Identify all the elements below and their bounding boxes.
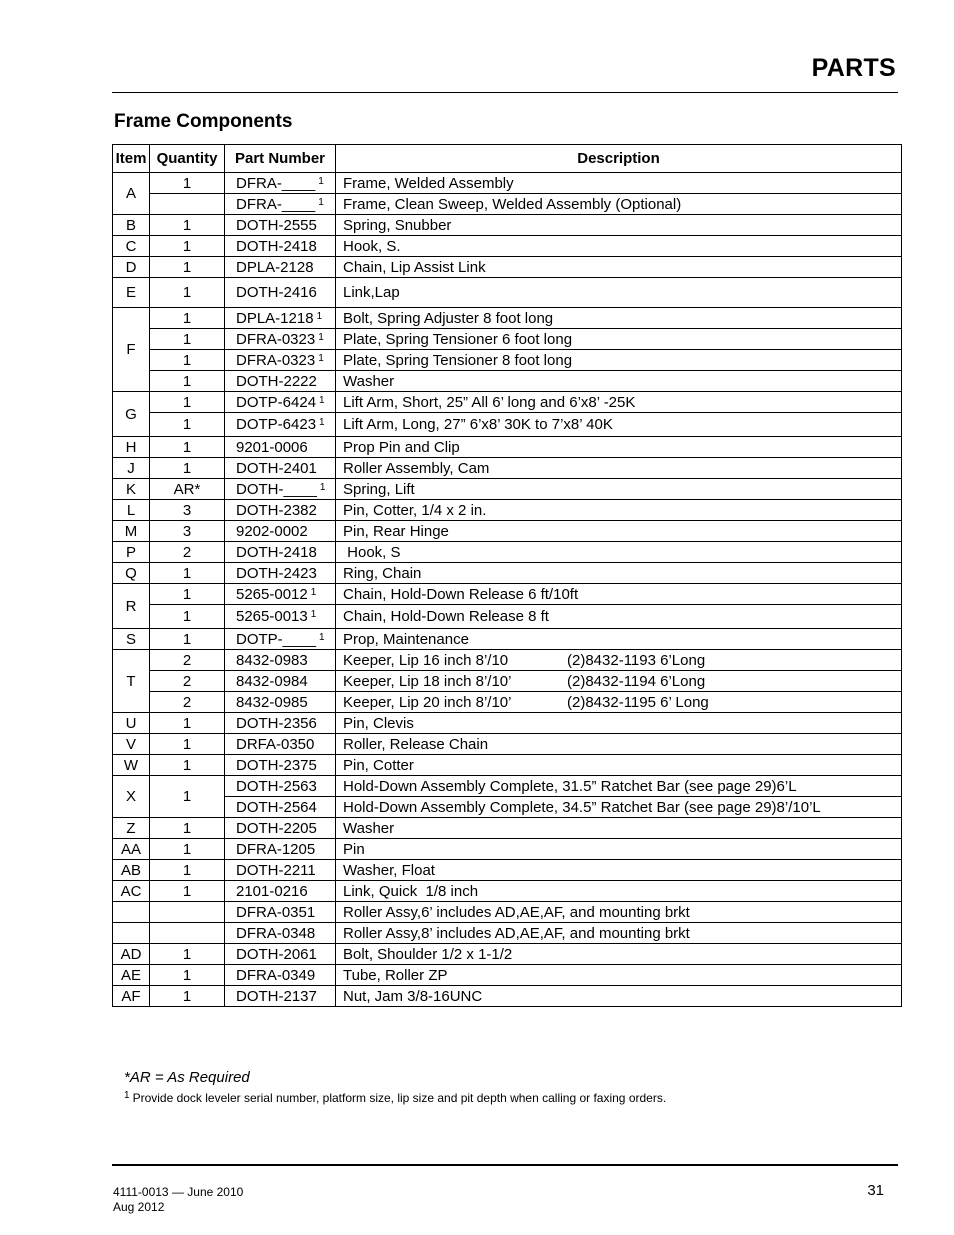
item-cell: K: [113, 479, 150, 500]
part-number-cell: [225, 902, 336, 923]
header-description: Description: [336, 145, 902, 173]
footer-divider: [112, 1164, 898, 1166]
part-number-cell: [225, 371, 336, 392]
part-number: DFRA-____: [236, 195, 316, 213]
description-cell: [336, 671, 902, 692]
footnote-reference: 1: [318, 352, 324, 364]
part-number-cell: [225, 797, 336, 818]
header-item: Item: [113, 145, 150, 173]
part-number-cell: [225, 881, 336, 902]
table-row: [113, 563, 902, 584]
description-cell: [336, 776, 902, 797]
item-cell: P: [113, 542, 150, 563]
part-number: DOTH-2222: [236, 372, 317, 390]
quantity-cell: 1: [150, 257, 225, 278]
part-number: DOTP-6423: [236, 416, 317, 433]
table-row: [113, 650, 902, 671]
part-number-cell: [225, 563, 336, 584]
table-row: [113, 392, 902, 413]
part-number-cell: [225, 542, 336, 563]
footnote-reference: 1: [318, 196, 324, 208]
item-cell: H: [113, 437, 150, 458]
description: Chain, Lip Assist Link: [343, 258, 486, 276]
description-note: (2)8432-1194 6’Long: [567, 672, 706, 690]
part-number: DOTH-2418: [236, 543, 317, 561]
part-number-cell: [225, 584, 336, 605]
quantity-cell: 3: [150, 521, 225, 542]
description-cell: [336, 371, 902, 392]
item-cell: L: [113, 500, 150, 521]
part-number: DOTH-2555: [236, 216, 317, 234]
description: Spring, Lift: [343, 480, 415, 498]
quantity-cell: [150, 902, 225, 923]
description: Link,Lap: [343, 284, 400, 301]
description-cell: [336, 839, 902, 860]
item-cell: F: [113, 308, 150, 392]
quantity-cell: 1: [150, 734, 225, 755]
item-cell: AE: [113, 965, 150, 986]
description: Frame, Clean Sweep, Welded Assembly (Optional): [343, 195, 682, 213]
footer-doc-info: [113, 1185, 243, 1215]
description: Pin: [343, 840, 365, 858]
quantity-cell: 1: [150, 329, 225, 350]
quantity-cell: 1: [150, 986, 225, 1007]
part-number-cell: [225, 521, 336, 542]
part-number-cell: [225, 734, 336, 755]
quantity-cell: 1: [150, 458, 225, 479]
table-row: [113, 500, 902, 521]
description-cell: [336, 437, 902, 458]
description-cell: [336, 215, 902, 236]
description-cell: [336, 350, 902, 371]
description: Lift Arm, Long, 27” 6’x8’ 30K to 7’x8’ 40K: [343, 416, 613, 433]
description: Chain, Hold-Down Release 6 ft/10ft: [343, 585, 579, 603]
description-cell: [336, 521, 902, 542]
item-cell: C: [113, 236, 150, 257]
header-part-number: Part Number: [225, 145, 336, 173]
item-cell: R: [113, 584, 150, 629]
table-row: [113, 923, 902, 944]
part-number: DOTH-2382: [236, 501, 317, 519]
description: Hook, S: [343, 543, 401, 561]
description: Bolt, Shoulder 1/2 x 1-1/2: [343, 945, 513, 963]
part-number: DOTH-2205: [236, 819, 317, 837]
part-number: 5265-0013: [236, 608, 308, 625]
quantity-cell: 1: [150, 413, 225, 437]
quantity-cell: 1: [150, 713, 225, 734]
description-cell: [336, 392, 902, 413]
description: Hold-Down Assembly Complete, 31.5” Ratchet Bar (see page 29)6’L: [343, 777, 797, 795]
part-number-cell: [225, 965, 336, 986]
description-cell: [336, 944, 902, 965]
part-number: DOTH-2375: [236, 756, 317, 774]
part-number-cell: [225, 500, 336, 521]
table-row: [113, 458, 902, 479]
item-cell: X: [113, 776, 150, 818]
footnote-reference: 1: [316, 310, 323, 322]
part-number-cell: [225, 755, 336, 776]
part-number: DFRA-0323: [236, 351, 316, 369]
table-row: [113, 584, 902, 605]
quantity-cell: [150, 194, 225, 215]
table-row: [113, 479, 902, 500]
description: Roller Assembly, Cam: [343, 459, 490, 477]
item-cell: AA: [113, 839, 150, 860]
item-cell: AB: [113, 860, 150, 881]
table-row: [113, 437, 902, 458]
description-cell: [336, 629, 902, 650]
item-cell: T: [113, 650, 150, 713]
item-cell: W: [113, 755, 150, 776]
part-number: DOTH-2423: [236, 564, 317, 582]
table-row: [113, 521, 902, 542]
part-number: 5265-0012: [236, 585, 308, 603]
description-cell: [336, 860, 902, 881]
description-cell: [336, 755, 902, 776]
description: Plate, Spring Tensioner 8 foot long: [343, 351, 573, 369]
quantity-cell: 1: [150, 173, 225, 194]
description: Keeper, Lip 20 inch 8’/10’: [343, 693, 512, 711]
part-number: DPLA-1218: [236, 309, 314, 327]
quantity-cell: 1: [150, 437, 225, 458]
part-number: 8432-0985: [236, 693, 308, 711]
part-number-cell: [225, 278, 336, 308]
quantity-cell: 2: [150, 650, 225, 671]
part-number: DFRA-____: [236, 174, 316, 192]
description-cell: [336, 881, 902, 902]
quantity-cell: 2: [150, 671, 225, 692]
description-cell: [336, 500, 902, 521]
table-row: [113, 194, 902, 215]
part-number-cell: [225, 776, 336, 797]
table-row: [113, 818, 902, 839]
description: Chain, Hold-Down Release 8 ft: [343, 608, 549, 625]
description-cell: [336, 692, 902, 713]
quantity-cell: 1: [150, 605, 225, 629]
description-cell: [336, 902, 902, 923]
description-cell: [336, 584, 902, 605]
table-header-row: [113, 145, 902, 173]
description: Tube, Roller ZP: [343, 966, 448, 984]
description-cell: [336, 797, 902, 818]
footnote-reference: 1: [318, 175, 324, 187]
part-number: 8432-0984: [236, 672, 308, 690]
part-number: DOTH-____: [236, 480, 317, 498]
item-cell: D: [113, 257, 150, 278]
part-number: DFRA-0323: [236, 330, 316, 348]
item-cell: J: [113, 458, 150, 479]
quantity-cell: 1: [150, 755, 225, 776]
part-number-cell: [225, 692, 336, 713]
part-number: DOTH-2356: [236, 714, 317, 732]
part-number: DOTH-2416: [236, 284, 317, 301]
quantity-cell: 1: [150, 563, 225, 584]
table-row: [113, 413, 902, 437]
part-number-cell: [225, 329, 336, 350]
description: Pin, Clevis: [343, 714, 414, 732]
quantity-cell: 1: [150, 965, 225, 986]
footnote-reference: 1: [319, 631, 325, 643]
part-number: DOTH-2061: [236, 945, 317, 963]
description: Ring, Chain: [343, 564, 422, 582]
description-cell: [336, 563, 902, 584]
quantity-cell: 1: [150, 629, 225, 650]
table-row: [113, 236, 902, 257]
table-row: [113, 278, 902, 308]
description: Roller Assy,8’ includes AD,AE,AF, and mounting brkt: [343, 924, 690, 942]
header-quantity: Quantity: [150, 145, 225, 173]
description-cell: [336, 986, 902, 1007]
table-row: [113, 839, 902, 860]
as-required-note: *AR = As Required: [124, 1069, 250, 1086]
description-cell: [336, 173, 902, 194]
part-number-cell: [225, 437, 336, 458]
part-number: 8432-0983: [236, 651, 308, 669]
item-cell: V: [113, 734, 150, 755]
page-number: 31: [867, 1182, 884, 1199]
part-number-cell: [225, 308, 336, 329]
description-cell: [336, 413, 902, 437]
description: Lift Arm, Short, 25” All 6’ long and 6’x8’ -25K: [343, 393, 636, 411]
quantity-cell: 1: [150, 839, 225, 860]
parts-table-body: [113, 173, 902, 1007]
part-number-cell: [225, 413, 336, 437]
description-cell: [336, 965, 902, 986]
part-number: DOTH-2137: [236, 987, 317, 1005]
table-row: [113, 215, 902, 236]
revision-date: Aug 2012: [113, 1200, 165, 1214]
doc-number: 4111-0013 — June 2010: [113, 1185, 244, 1199]
description: Roller, Release Chain: [343, 735, 489, 753]
part-number-cell: [225, 650, 336, 671]
quantity-cell: 1: [150, 584, 225, 605]
part-number: 9201-0006: [236, 438, 308, 456]
item-cell: E: [113, 278, 150, 308]
part-number-cell: [225, 458, 336, 479]
description: Pin, Cotter: [343, 756, 414, 774]
part-number-cell: [225, 671, 336, 692]
footnote-reference: 1: [319, 417, 325, 428]
table-row: [113, 629, 902, 650]
description-cell: [336, 329, 902, 350]
quantity-cell: 1: [150, 944, 225, 965]
footnote-reference: 1: [310, 586, 317, 598]
part-number-cell: [225, 818, 336, 839]
table-row: [113, 986, 902, 1007]
description: Washer, Float: [343, 861, 435, 879]
description-cell: [336, 278, 902, 308]
item-cell: [113, 923, 150, 944]
part-number-cell: [225, 479, 336, 500]
description: Bolt, Spring Adjuster 8 foot long: [343, 309, 554, 327]
item-cell: M: [113, 521, 150, 542]
quantity-cell: 1: [150, 236, 225, 257]
table-row: [113, 755, 902, 776]
item-cell: AD: [113, 944, 150, 965]
quantity-cell: 1: [150, 371, 225, 392]
description: Pin, Rear Hinge: [343, 522, 449, 540]
table-row: [113, 371, 902, 392]
description-cell: [336, 818, 902, 839]
table-row: [113, 692, 902, 713]
quantity-cell: 1: [150, 392, 225, 413]
table-row: [113, 776, 902, 797]
quantity-cell: 1: [150, 308, 225, 329]
footnote-reference: 1: [318, 331, 324, 343]
quantity-cell: 1: [150, 818, 225, 839]
part-number-cell: [225, 713, 336, 734]
table-row: [113, 965, 902, 986]
table-row: [113, 944, 902, 965]
description-cell: [336, 458, 902, 479]
description: Washer: [343, 819, 395, 837]
item-cell: G: [113, 392, 150, 437]
table-row: [113, 329, 902, 350]
quantity-cell: 1: [150, 881, 225, 902]
table-row: [113, 797, 902, 818]
item-cell: Z: [113, 818, 150, 839]
part-number: DPLA-2128: [236, 258, 314, 276]
page-header-title: PARTS: [811, 54, 896, 82]
part-number: DOTP-____: [236, 630, 317, 648]
description-cell: [336, 713, 902, 734]
quantity-cell: 1: [150, 776, 225, 818]
footnote-reference: 1: [319, 481, 326, 493]
description-cell: [336, 236, 902, 257]
quantity-cell: AR*: [150, 479, 225, 500]
part-number: DOTH-2211: [236, 861, 316, 879]
item-cell: [113, 902, 150, 923]
item-cell: U: [113, 713, 150, 734]
footnote-reference: 1: [310, 609, 317, 620]
part-number-cell: [225, 392, 336, 413]
description-cell: [336, 542, 902, 563]
table-row: [113, 734, 902, 755]
quantity-cell: 1: [150, 215, 225, 236]
part-number: DOTH-2401: [236, 459, 317, 477]
item-cell: B: [113, 215, 150, 236]
part-number-cell: [225, 194, 336, 215]
description-cell: [336, 308, 902, 329]
part-number: DOTH-2418: [236, 237, 317, 255]
quantity-cell: 1: [150, 278, 225, 308]
footnote: [124, 1091, 666, 1105]
part-number-cell: [225, 839, 336, 860]
part-number: DFRA-0351: [236, 903, 316, 921]
section-title: Frame Components: [114, 111, 293, 132]
table-row: [113, 902, 902, 923]
part-number-cell: [225, 923, 336, 944]
part-number-cell: [225, 629, 336, 650]
part-number-cell: [225, 173, 336, 194]
part-number-cell: [225, 860, 336, 881]
description-cell: [336, 479, 902, 500]
description: Spring, Snubber: [343, 216, 452, 234]
part-number: DOTP-6424: [236, 393, 317, 411]
quantity-cell: 2: [150, 692, 225, 713]
table-row: [113, 257, 902, 278]
part-number-cell: [225, 986, 336, 1007]
description: Plate, Spring Tensioner 6 foot long: [343, 330, 573, 348]
description: Hold-Down Assembly Complete, 34.5” Ratchet Bar (see page 29)8’/10’L: [343, 798, 821, 816]
description-cell: [336, 257, 902, 278]
item-cell: Q: [113, 563, 150, 584]
header-divider: [112, 92, 898, 93]
part-number: DOTH-2563: [236, 777, 317, 795]
description-cell: [336, 605, 902, 629]
table-row: [113, 173, 902, 194]
part-number-cell: [225, 215, 336, 236]
description: Keeper, Lip 16 inch 8’/10: [343, 651, 509, 669]
description: Roller Assy,6’ includes AD,AE,AF, and mounting brkt: [343, 903, 690, 921]
description-note: (2)8432-1195 6’ Long: [567, 693, 709, 711]
table-row: [113, 605, 902, 629]
item-cell: AF: [113, 986, 150, 1007]
quantity-cell: [150, 923, 225, 944]
quantity-cell: 3: [150, 500, 225, 521]
footnote-mark: 1: [124, 1090, 130, 1101]
part-number: DRFA-0350: [236, 735, 315, 753]
quantity-cell: 2: [150, 542, 225, 563]
part-number: 9202-0002: [236, 522, 308, 540]
description: Hook, S.: [343, 237, 401, 255]
description-cell: [336, 734, 902, 755]
description-note: (2)8432-1193 6’Long: [567, 651, 706, 669]
description: Frame, Welded Assembly: [343, 174, 514, 192]
footnote-text: Provide dock leveler serial number, platform size, lip size and pit depth when calling or faxing orders.: [132, 1091, 667, 1105]
item-cell: S: [113, 629, 150, 650]
part-number-cell: [225, 236, 336, 257]
description-cell: [336, 194, 902, 215]
table-row: [113, 542, 902, 563]
part-number: DOTH-2564: [236, 798, 317, 816]
description: Prop Pin and Clip: [343, 438, 460, 456]
description: Washer: [343, 372, 395, 390]
part-number: 2101-0216: [236, 882, 308, 900]
table-row: [113, 671, 902, 692]
table-row: [113, 350, 902, 371]
part-number: DFRA-0349: [236, 966, 316, 984]
part-number: DFRA-1205: [236, 840, 316, 858]
parts-table: [112, 144, 902, 1007]
table-row: [113, 713, 902, 734]
part-number-cell: [225, 257, 336, 278]
part-number-cell: [225, 605, 336, 629]
description: Pin, Cotter, 1/4 x 2 in.: [343, 501, 487, 519]
description: Keeper, Lip 18 inch 8’/10’: [343, 672, 512, 690]
part-number-cell: [225, 350, 336, 371]
description-cell: [336, 650, 902, 671]
quantity-cell: 1: [150, 350, 225, 371]
description-cell: [336, 923, 902, 944]
item-cell: AC: [113, 881, 150, 902]
part-number-cell: [225, 944, 336, 965]
description: Nut, Jam 3/8-16UNC: [343, 987, 483, 1005]
footnote-reference: 1: [319, 394, 325, 406]
quantity-cell: 1: [150, 860, 225, 881]
item-cell: A: [113, 173, 150, 215]
description: Link, Quick 1/8 inch: [343, 882, 479, 900]
table-row: [113, 860, 902, 881]
part-number: DFRA-0348: [236, 924, 316, 942]
table-row: [113, 881, 902, 902]
table-row: [113, 308, 902, 329]
description: Prop, Maintenance: [343, 630, 469, 648]
